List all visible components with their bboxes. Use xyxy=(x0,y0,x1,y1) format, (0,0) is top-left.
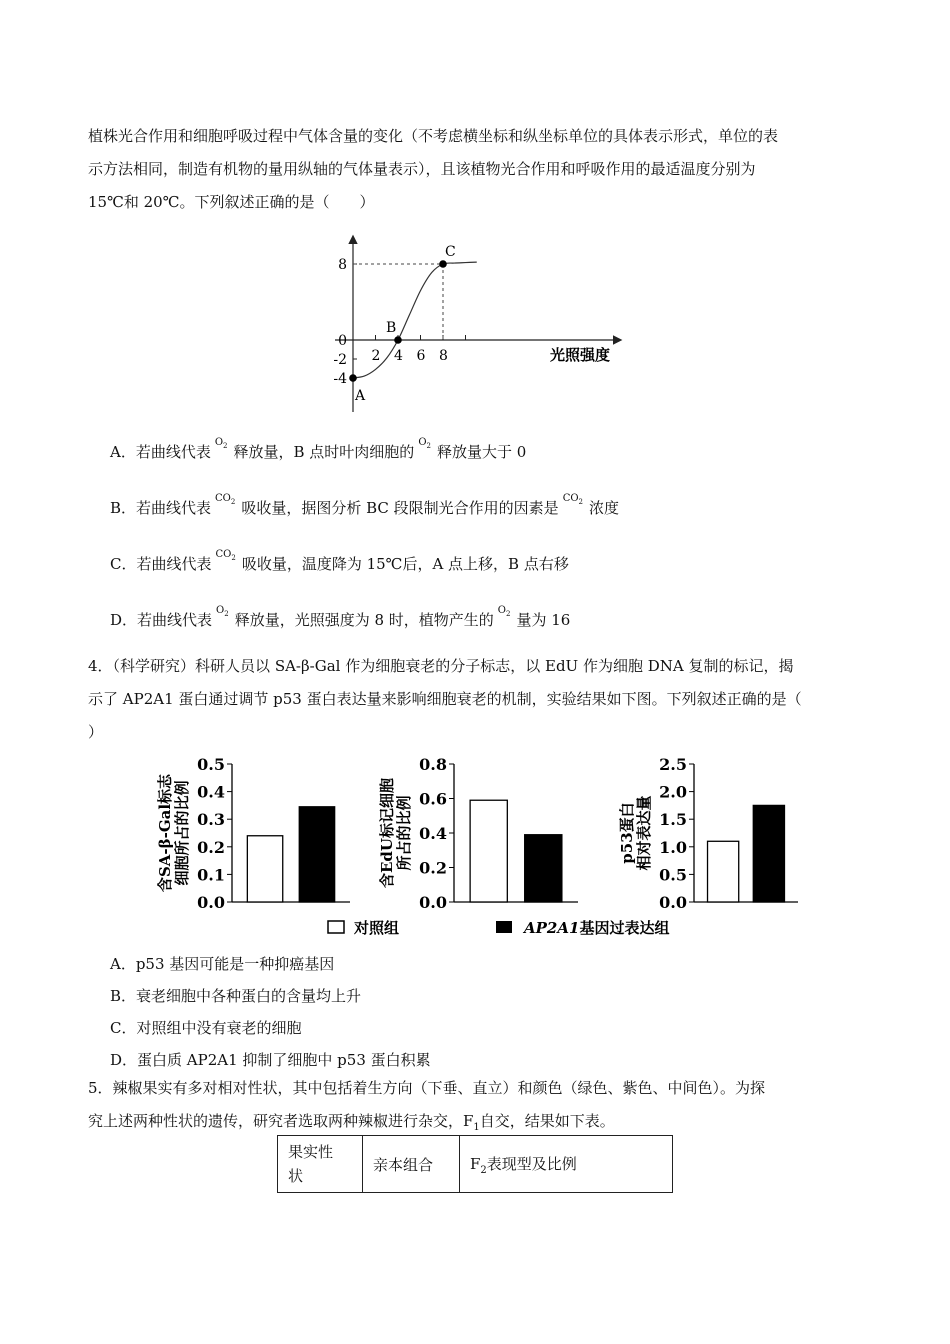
y-tick-label: 0.2 xyxy=(197,837,225,857)
q4-stem-line2: 示了 AP2A1 蛋白通过调节 p53 蛋白表达量来影响细胞衰老的机制，实验结果如下图。下列叙述正确的是（ xyxy=(88,690,802,708)
legend-overexpress-swatch xyxy=(496,921,512,933)
co2-symbol: CO xyxy=(562,493,579,504)
y-tick-label: 0.1 xyxy=(197,865,225,885)
y-axis-label-line1: 含EdU标记细胞 xyxy=(378,777,396,889)
header-parent-cross: 亲本组合 xyxy=(363,1136,460,1193)
y-tick-label: 1.5 xyxy=(659,810,687,830)
y-tick-label: 0.4 xyxy=(419,824,447,843)
o2-symbol: O xyxy=(216,605,225,616)
q3-option-a[interactable] xyxy=(110,437,527,470)
x-tick-label: 6 xyxy=(416,348,426,364)
legend-overexpress-label: AP2A1基因过表达组 xyxy=(524,919,670,937)
bar-chart-1 xyxy=(156,755,350,912)
q4-option-a[interactable]: A．p53 基因可能是一种抑癌基因 xyxy=(110,955,335,973)
header-fruit-trait: 果实性 状 xyxy=(278,1136,363,1193)
q3-stem-line3: 15℃和 20℃。下列叙述正确的是（ ） xyxy=(88,193,375,211)
option-b-text3: 浓度 xyxy=(589,499,620,517)
y-axis-label-line2: 相对表达量 xyxy=(635,795,653,871)
option-a-text3: 释放量大于 0 xyxy=(436,443,527,461)
co2-formula: $CO_2$ xyxy=(215,493,236,506)
point-label-a: A xyxy=(355,388,366,404)
y-axis-label-line1: p53蛋白 xyxy=(618,802,636,864)
x-tick-label: 8 xyxy=(439,348,448,364)
x-tick-label: 4 xyxy=(394,348,403,364)
legend xyxy=(328,919,669,937)
q5-results-table xyxy=(277,1135,673,1193)
co2-formula: $CO_2$ xyxy=(215,549,236,562)
y-tick-label: 0 xyxy=(338,333,347,349)
q5-stem-line1: 5．辣椒果实有多对相对性状，其中包括着生方向（下垂、直立）和颜色（绿色、紫色、中间色）。为探 xyxy=(88,1079,766,1097)
y-tick-label: 0.4 xyxy=(197,782,225,802)
bar-overexpress xyxy=(525,835,562,902)
y-tick-label: 2.5 xyxy=(659,755,687,774)
y-tick-label: 0.2 xyxy=(419,858,447,878)
co2-symbol: CO xyxy=(215,549,232,560)
bar-charts-panel xyxy=(150,750,810,945)
point-label-c: C xyxy=(445,244,456,260)
q4-option-b[interactable]: B．衰老细胞中各种蛋白的含量均上升 xyxy=(110,987,362,1005)
y-axis-label-line1: 含SA-β-Gal标志 xyxy=(156,773,174,893)
point-b xyxy=(394,336,402,344)
option-d-text3: 量为 16 xyxy=(516,611,571,629)
bar-control xyxy=(247,836,282,902)
o2-symbol: O xyxy=(214,437,224,448)
bar-overexpress xyxy=(753,805,784,902)
o2-formula: $O_2$ xyxy=(418,437,431,450)
y-tick-label: 0.6 xyxy=(419,789,447,809)
light-intensity-curve-chart xyxy=(320,232,640,422)
header-f2-phenotype: $F_2$表现型及比例 xyxy=(460,1136,673,1193)
option-a-text1: A．若曲线代表 xyxy=(110,443,211,461)
legend-control-label: 对照组 xyxy=(354,919,400,937)
co2-symbol: CO xyxy=(215,493,231,504)
y-tick-label: 0.8 xyxy=(419,755,447,774)
o2-formula: $O_2$ xyxy=(216,605,229,618)
co2-formula: $CO_2$ xyxy=(562,493,584,506)
y-tick-label: 2.0 xyxy=(659,782,687,802)
q3-option-b[interactable] xyxy=(110,493,620,526)
y-tick-label: 0.3 xyxy=(197,810,225,830)
o2-symbol: O xyxy=(418,437,427,448)
bar-control xyxy=(470,800,507,902)
y-tick-label: 8 xyxy=(338,257,347,273)
q3-option-c[interactable] xyxy=(110,549,569,582)
option-c-text2: 吸收量，温度降为 15℃后，A 点上移，B 点右移 xyxy=(241,555,569,573)
o2-formula: $O_2$ xyxy=(497,605,511,618)
option-b-text1: B．若曲线代表 xyxy=(110,499,212,517)
y-tick-label: 0.0 xyxy=(197,893,225,912)
y-tick-label: 0.0 xyxy=(419,893,447,912)
option-d-text2: 释放量，光照强度为 8 时，植物产生的 xyxy=(234,611,494,629)
x-tick-label: 2 xyxy=(371,348,381,364)
option-b-text2: 吸收量，据图分析 BC 段限制光合作用的因素是 xyxy=(241,499,559,517)
q4-option-c[interactable]: C．对照组中没有衰老的细胞 xyxy=(110,1019,302,1037)
point-label-b: B xyxy=(386,320,397,336)
q4-stem-line1: 4．（科学研究）科研人员以 SA-β-Gal 作为细胞衰老的分子标志，以 EdU 作为细胞 DNA 复制的标记，揭 xyxy=(88,657,794,675)
bar-chart-2 xyxy=(378,755,578,912)
y-tick-label: 0.5 xyxy=(659,865,687,885)
bar-chart-3 xyxy=(618,755,798,912)
o2-formula: $O_2$ xyxy=(214,437,228,450)
q4-option-d[interactable]: D．蛋白质 AP2A1 抑制了细胞中 p53 蛋白积累 xyxy=(110,1051,431,1069)
y-tick-label: 0.5 xyxy=(197,755,225,774)
x-axis-label: 光照强度 xyxy=(550,346,611,364)
y-tick-label: 1.0 xyxy=(659,837,687,857)
y-tick-label: -2 xyxy=(333,352,347,368)
y-tick-label: 0.0 xyxy=(659,893,687,912)
q4-stem-line3: ） xyxy=(88,723,104,741)
point-c xyxy=(439,260,447,268)
q3-stem-line2: 示方法相同，制造有机物的量用纵轴的气体量表示），且该植物光合作用和呼吸作用的最适温度分别为 xyxy=(88,160,756,178)
y-axis-label-line2: 细胞所占的比例 xyxy=(173,780,191,886)
point-a xyxy=(349,374,357,382)
y-axis-label-line2: 所占的比例 xyxy=(395,795,413,871)
q3-option-d[interactable] xyxy=(110,605,571,638)
table-row xyxy=(278,1136,673,1193)
option-a-text2: 释放量，B 点时叶肉细胞的 xyxy=(233,443,415,461)
q3-stem-line1: 植株光合作用和细胞呼吸过程中气体含量的变化（不考虑横坐标和纵坐标单位的具体表示形式，单位的表 xyxy=(88,127,779,145)
bar-overexpress xyxy=(299,807,334,902)
o2-symbol: O xyxy=(497,605,506,616)
bar-control xyxy=(708,841,739,902)
y-tick-label: -4 xyxy=(333,371,347,387)
legend-control-swatch xyxy=(328,921,344,933)
option-c-text1: C．若曲线代表 xyxy=(110,555,212,573)
option-d-text1: D．若曲线代表 xyxy=(110,611,213,629)
q5-stem-line2: 究上述两种性状的遗传，研究者选取两种辣椒进行杂交，$F_1$自交，结果如下表。 xyxy=(88,1112,615,1133)
